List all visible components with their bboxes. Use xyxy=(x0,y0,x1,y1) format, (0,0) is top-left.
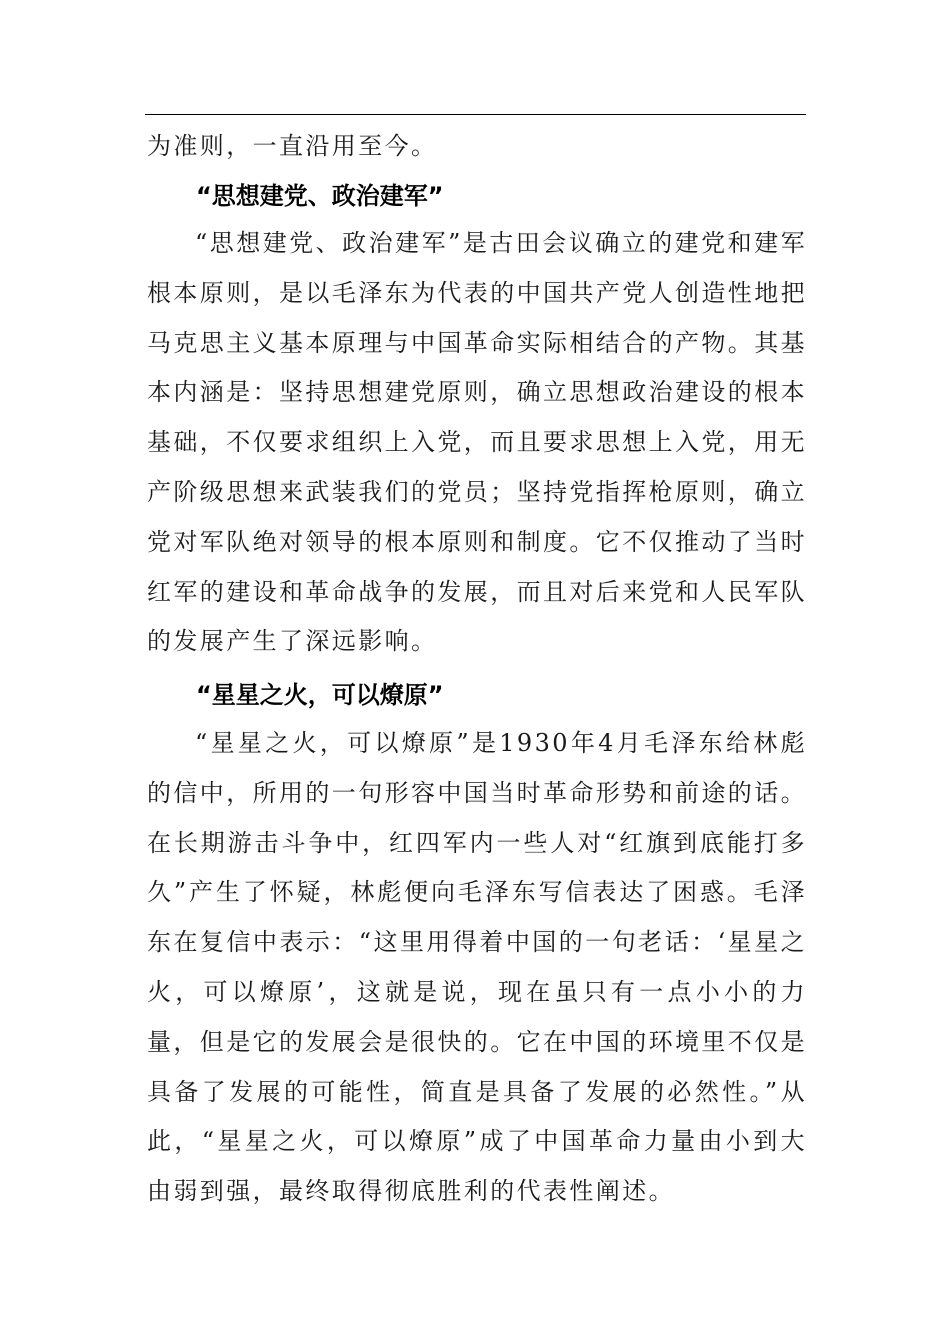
header-rule xyxy=(145,114,806,115)
section-paragraph-2: “星星之火，可以燎原”是1930年4月毛泽东给林彪的信中，所用的一句形容中国当时革命形势和前途的话。在长期游击斗争中，红四军内一些人对“红旗到底能打多久”产生了怀疑，林彪便向毛泽东写信表达了困惑。毛泽东在复信中表示：“这里用得着中国的一句老话：‘星星之火，可以燎原’，这就是说，现在虽只有一点小小的力量，但是它的发展会是很快的。它在中国的环境里不仅是具备了发展的可能性，简直是具备了发展的必然性。”从此，“星星之火，可以燎原”成了中国革命力量由小到大由弱到强，最终取得彻底胜利的代表性阐述。 xyxy=(147,729,807,1206)
section-heading-1: “思想建党、政治建军” xyxy=(196,182,444,210)
section-heading-2: “星星之火，可以燎原” xyxy=(196,681,444,709)
continuation-paragraph: 为准则，一直沿用至今。 xyxy=(147,132,438,160)
section-paragraph-1: “思想建党、政治建军”是古田会议确立的建党和建军根本原则，是以毛泽东为代表的中国共产党人创造性地把马克思主义基本原理与中国革命实际相结合的产物。其基本内涵是：坚持思想建党原则，确立思想政治建设的根本基础，不仅要求组织上入党，而且要求思想上入党，用无产阶级思想来武装我们的党员；坚持党指挥枪原则，确立党对军队绝对领导的根本原则和制度。它不仅推动了当时红军的建设和革命战争的发展，而且对后来党和人民军队的发展产生了深远影响。 xyxy=(147,229,807,656)
